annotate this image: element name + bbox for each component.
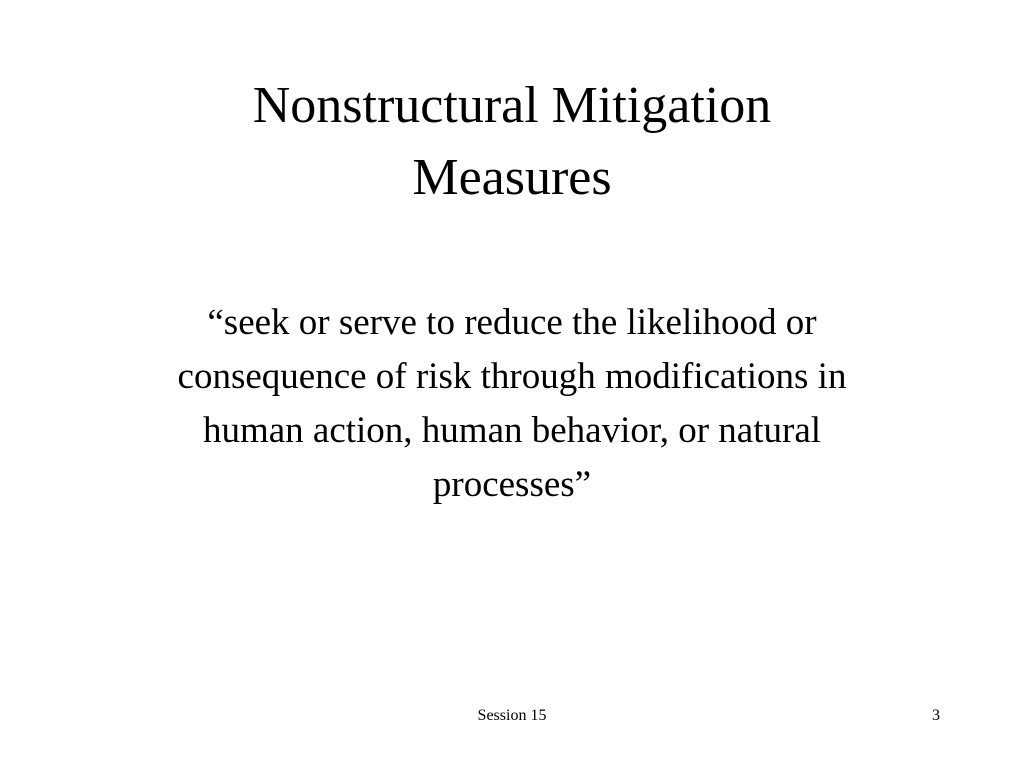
quote-line: human action, human behavior, or natural xyxy=(202,410,822,451)
slide-title-line: Measures xyxy=(412,149,612,206)
slide-title xyxy=(112,70,912,214)
definition-quote xyxy=(72,296,952,512)
slide-title-line: Nonstructural Mitigation xyxy=(252,77,772,134)
footer-session-label: Session 15 xyxy=(477,707,547,724)
quote-line: processes” xyxy=(432,464,592,505)
quote-line: “seek or serve to reduce the likelihood or xyxy=(207,302,817,343)
quote-line: consequence of risk through modifications in xyxy=(177,356,847,397)
footer-page-number: 3 xyxy=(932,707,940,724)
